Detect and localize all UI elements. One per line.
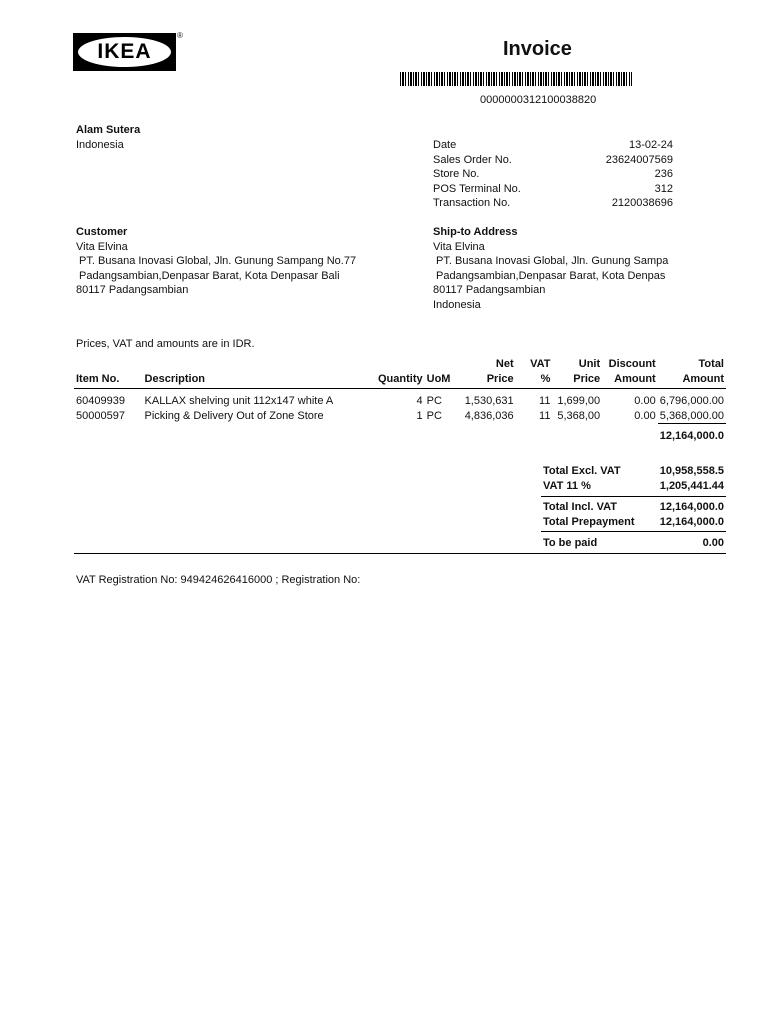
col-quantity: Quantity [378, 373, 423, 385]
table-row [74, 409, 726, 424]
vat-registration: VAT Registration No: 949424626416000 ; Registration No: [76, 574, 361, 586]
total-label: Total Incl. VAT [543, 501, 617, 513]
col-total [658, 356, 726, 389]
col-total-line1: Total [698, 358, 724, 370]
col-discount [602, 356, 658, 389]
cell-discount: 0.00 [634, 409, 656, 422]
cell-uom: PC [426, 395, 442, 407]
meta-row-sales-order [433, 153, 673, 168]
cell-vat: 11 [539, 395, 551, 407]
page-title: Invoice [503, 38, 572, 60]
total-label: VAT 11 % [543, 479, 591, 492]
col-unit-price-line2: Price [573, 373, 601, 385]
registered-mark: ® [177, 31, 183, 40]
cell-unit-price: 1,699,00 [557, 395, 601, 407]
total-value: 12,164,000.0 [659, 515, 724, 528]
divider [74, 553, 726, 554]
store-name: Alam Sutera [76, 124, 141, 136]
cell-total: 5,368,000.00 [658, 409, 726, 424]
divider [541, 531, 726, 532]
col-item-no: Item No. [76, 373, 120, 385]
barcode-icon [400, 72, 632, 86]
col-vat-line1: VAT [530, 358, 551, 370]
total-label: To be paid [543, 537, 598, 549]
ship-to-heading: Ship-to Address [433, 226, 518, 238]
ship-to-line: Indonesia [433, 298, 481, 311]
customer-heading: Customer [76, 226, 128, 238]
meta-label: POS Terminal No. [433, 182, 521, 195]
currency-note: Prices, VAT and amounts are in IDR. [76, 338, 255, 350]
customer-line: Padangsambian,Denpasar Barat, Kota Denpasar Bali [76, 269, 340, 282]
col-net-price-line1: Net [495, 358, 514, 370]
total-row-to-be-paid [543, 536, 724, 551]
col-description: Description [144, 373, 206, 385]
cell-description: Picking & Delivery Out of Zone Store [144, 409, 324, 422]
meta-label: Sales Order No. [433, 153, 512, 166]
invoice-meta [433, 138, 673, 211]
meta-value: 236 [654, 168, 673, 181]
cell-uom: PC [426, 409, 442, 422]
barcode-number: 0000000312100038820 [480, 94, 597, 106]
col-discount-line2: Amount [614, 373, 656, 385]
ship-to-line: 80117 Padangsambian [433, 284, 546, 297]
total-value: 12,164,000.0 [659, 501, 724, 513]
ikea-logo [73, 33, 176, 71]
cell-item-no: 60409939 [76, 395, 125, 407]
col-discount-line1: Discount [608, 358, 656, 370]
total-row-prepayment [543, 515, 724, 530]
col-unit-price-line1: Unit [578, 358, 601, 370]
col-net-price-line2: Price [486, 373, 514, 385]
logo-text: IKEA [97, 40, 152, 63]
customer-line: Vita Elvina [76, 240, 128, 253]
customer-block [76, 225, 416, 298]
col-vat-line2: % [540, 373, 551, 385]
total-row-vat [543, 479, 724, 494]
ship-to-line: Vita Elvina [433, 240, 485, 253]
totals-block-2 [543, 500, 724, 529]
cell-quantity: 1 [416, 409, 423, 422]
table-header-row [74, 356, 726, 389]
cell-quantity: 4 [416, 395, 423, 407]
meta-value: 13-02-24 [628, 139, 673, 151]
total-row-incl-vat [543, 500, 724, 515]
cell-net-price: 4,836,036 [464, 409, 514, 422]
items-table [74, 356, 726, 424]
meta-label: Transaction No. [433, 197, 511, 210]
customer-line: PT. Busana Inovasi Global, Jln. Gunung Sampang No.77 [76, 255, 357, 268]
meta-label: Date [433, 139, 457, 151]
col-total-line2: Amount [682, 373, 724, 385]
total-value: 1,205,441.44 [659, 479, 724, 492]
ship-to-line: Padangsambian,Denpasar Barat, Kota Denpas [433, 269, 666, 282]
ship-to-line: PT. Busana Inovasi Global, Jln. Gunung Sampa [433, 255, 669, 268]
cell-unit-price: 5,368,00 [557, 409, 601, 422]
meta-row-transaction [433, 196, 673, 211]
cell-discount: 0.00 [634, 395, 656, 407]
cell-item-no: 50000597 [76, 409, 125, 422]
totals-block [543, 464, 724, 493]
meta-row-date [433, 138, 673, 153]
subtotal-value: 12,164,000.0 [659, 430, 724, 442]
meta-row-store-no [433, 167, 673, 182]
meta-label: Store No. [433, 168, 480, 181]
cell-vat: 11 [539, 409, 551, 422]
total-label: Total Excl. VAT [543, 465, 621, 477]
to-be-paid-block [543, 536, 724, 551]
meta-value: 23624007569 [605, 153, 673, 166]
divider [541, 496, 726, 497]
total-value: 0.00 [702, 537, 724, 549]
table-row [74, 389, 726, 409]
total-value: 10,958,558.5 [659, 465, 724, 477]
col-unit-price [552, 356, 602, 389]
col-net-price [456, 356, 515, 389]
meta-row-pos-terminal [433, 182, 673, 197]
total-label: Total Prepayment [543, 515, 635, 528]
cell-net-price: 1,530,631 [464, 395, 514, 407]
col-uom: UoM [426, 373, 451, 385]
col-vat [516, 356, 553, 389]
meta-value: 2120038696 [611, 197, 673, 210]
customer-line: 80117 Padangsambian [76, 284, 189, 297]
meta-value: 312 [654, 182, 673, 195]
total-row-excl-vat [543, 464, 724, 479]
store-country: Indonesia [76, 139, 124, 151]
cell-total: 6,796,000.00 [659, 395, 724, 407]
cell-description: KALLAX shelving unit 112x147 white A [144, 395, 334, 407]
ship-to-block [433, 225, 693, 313]
